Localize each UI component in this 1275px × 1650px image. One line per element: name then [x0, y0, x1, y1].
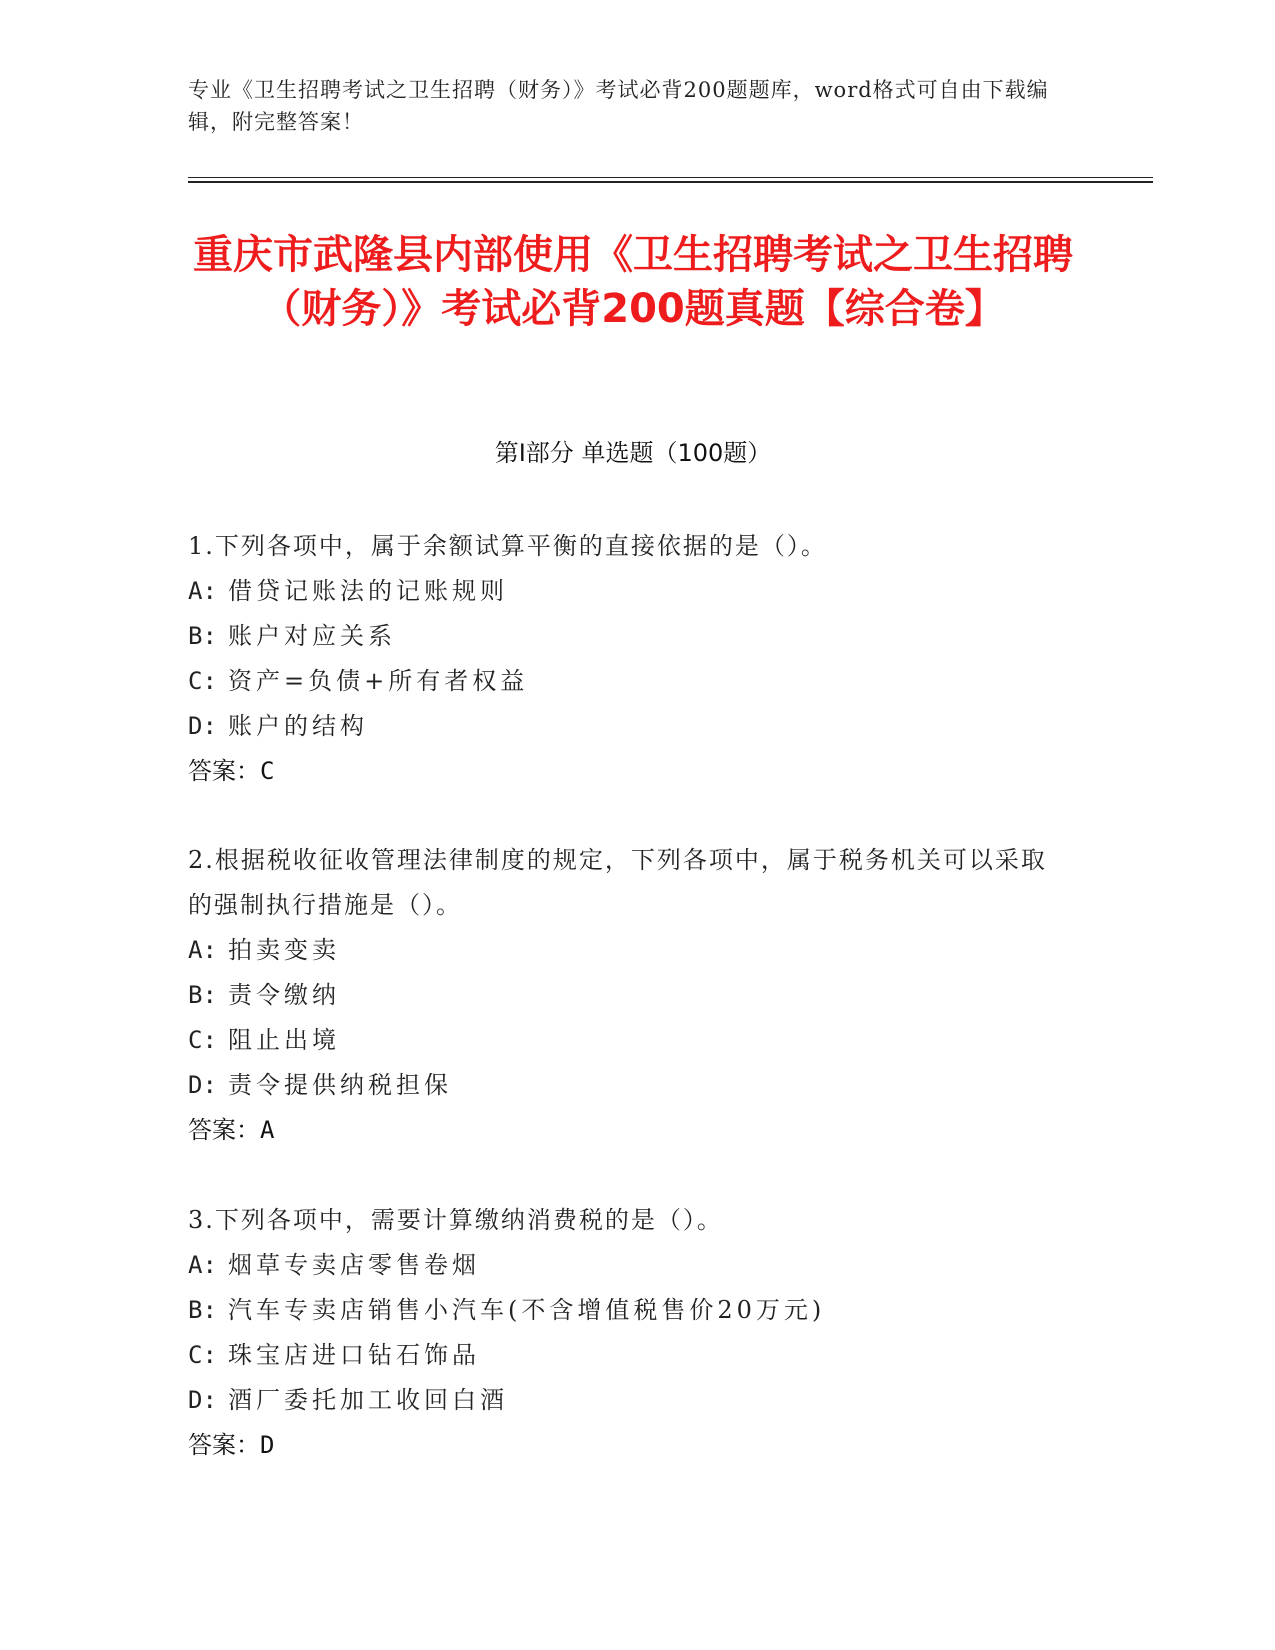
option-d: [188, 1378, 1068, 1423]
answer-label: 答案：: [188, 757, 260, 785]
option-text: 责令缴纳: [228, 981, 340, 1009]
option-a: [188, 569, 1068, 614]
option-text: 资产=负债+所有者权益: [228, 667, 529, 695]
option-text: 借贷记账法的记账规则: [228, 577, 508, 605]
option-text: 责令提供纳税担保: [228, 1071, 452, 1099]
option-text: 账户的结构: [228, 712, 368, 740]
answer-value: A: [260, 1116, 275, 1144]
option-key: C:: [188, 1026, 217, 1054]
answer-value: D: [260, 1431, 275, 1459]
section-heading: 第I部分 单选题（100题）: [494, 439, 772, 467]
option-c: [188, 659, 1068, 704]
option-d: [188, 1063, 1068, 1108]
option-a: [188, 928, 1068, 973]
option-key: D:: [188, 1071, 217, 1099]
option-key: A:: [188, 936, 217, 964]
answer-line: [188, 1108, 1068, 1153]
option-text: 珠宝店进口钻石饰品: [228, 1341, 480, 1369]
option-d: [188, 704, 1068, 749]
option-text: 阻止出境: [228, 1026, 340, 1054]
option-key: B:: [188, 981, 217, 1009]
option-a: [188, 1243, 1068, 1288]
question-stem: 2.根据税收征收管理法律制度的规定，下列各项中，属于税务机关可以采取的强制执行措施是（）。: [188, 846, 1047, 919]
option-key: D:: [188, 712, 217, 740]
answer-label: 答案：: [188, 1116, 260, 1144]
question-stem: 1.下列各项中，属于余额试算平衡的直接依据的是（）。: [188, 532, 827, 560]
option-text: 拍卖变卖: [228, 936, 340, 964]
option-c: [188, 1018, 1068, 1063]
header-divider-thick: [188, 181, 1153, 183]
answer-line: [188, 749, 1068, 794]
option-text: 汽车专卖店销售小汽车(不含增值税售价20万元): [228, 1296, 826, 1324]
question-item: [188, 1198, 1068, 1468]
option-key: D:: [188, 1386, 217, 1414]
option-text: 酒厂委托加工收回白酒: [228, 1386, 508, 1414]
option-c: [188, 1333, 1068, 1378]
option-key: C:: [188, 667, 217, 695]
option-key: C:: [188, 1341, 217, 1369]
option-key: B:: [188, 1296, 217, 1324]
option-text: 烟草专卖店零售卷烟: [228, 1251, 480, 1279]
option-b: [188, 973, 1068, 1018]
option-key: A:: [188, 577, 217, 605]
option-key: A:: [188, 1251, 217, 1279]
option-key: B:: [188, 622, 217, 650]
answer-line: [188, 1423, 1068, 1468]
question-item: [188, 838, 1068, 1153]
option-text: 账户对应关系: [228, 622, 396, 650]
header-note: 专业《卫生招聘考试之卫生招聘（财务）》考试必背200题题库，word格式可自由下载编辑，附完整答案！: [188, 78, 1049, 134]
option-b: [188, 1288, 1068, 1333]
answer-label: 答案：: [188, 1431, 260, 1459]
question-item: [188, 524, 1068, 794]
option-b: [188, 614, 1068, 659]
answer-value: C: [260, 757, 275, 785]
document-title: 重庆市武隆县内部使用《卫生招聘考试之卫生招聘（财务）》考试必背200题真题【综合卷】: [193, 232, 1073, 332]
question-stem: 3.下列各项中，需要计算缴纳消费税的是（）。: [188, 1206, 723, 1234]
header-divider-thin: [188, 177, 1153, 178]
